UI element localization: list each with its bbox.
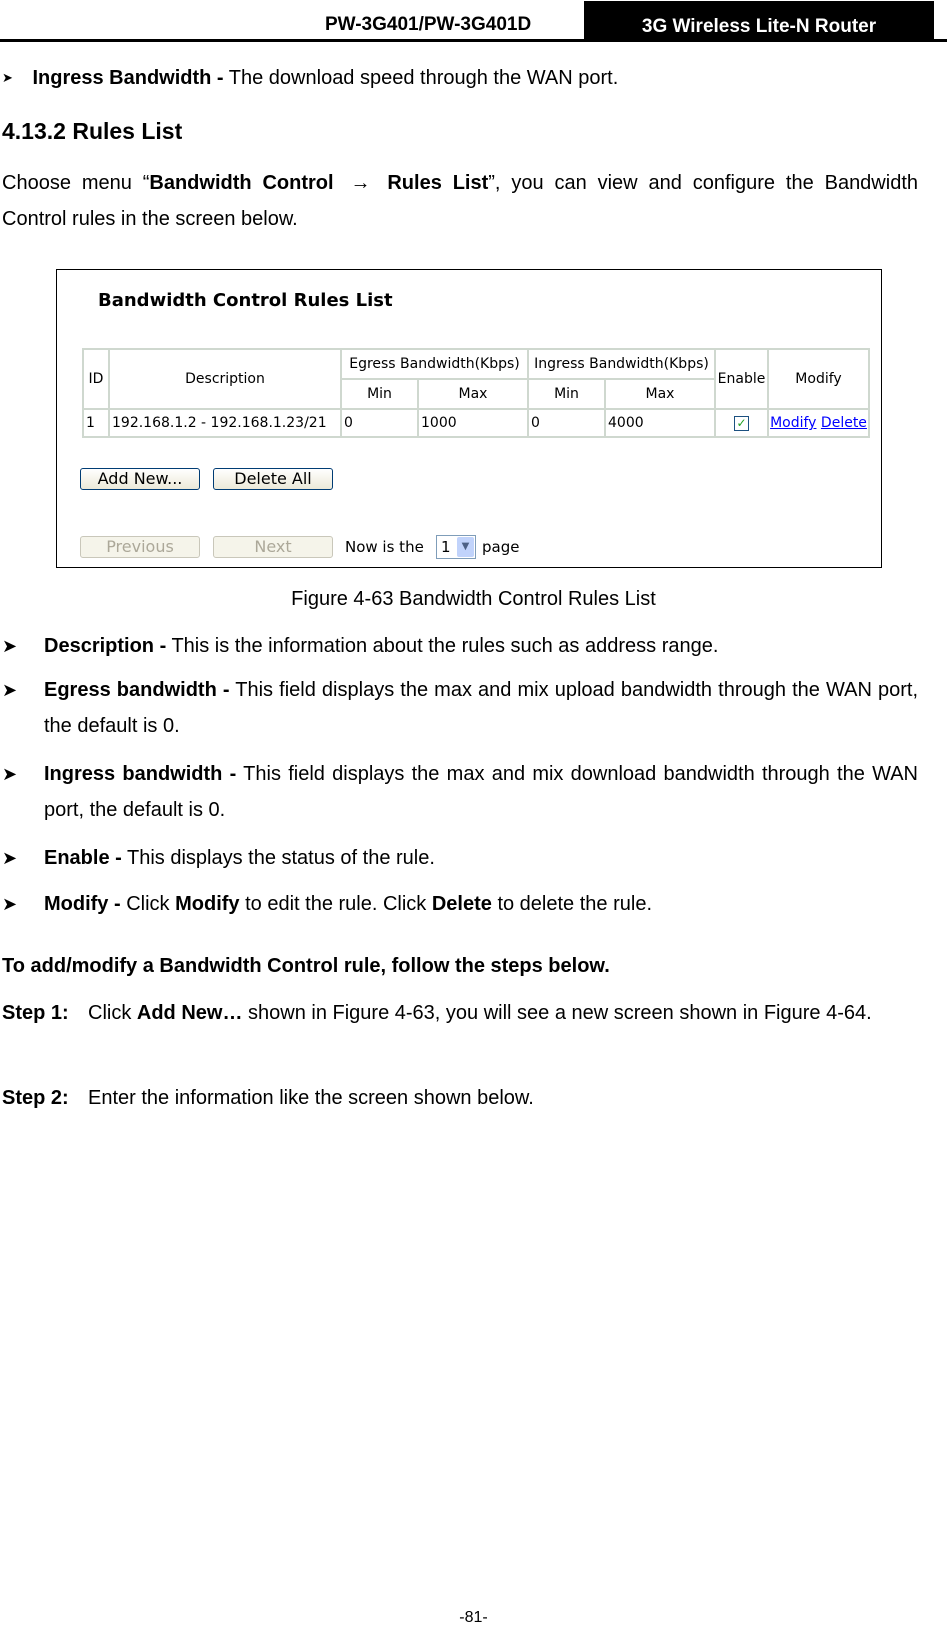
page-select[interactable] bbox=[436, 535, 476, 559]
chevron-down-icon: ▼ bbox=[457, 537, 474, 557]
next-button[interactable]: Next bbox=[213, 536, 333, 558]
pager-suffix: page bbox=[482, 538, 520, 556]
cell-ingress-min: 0 bbox=[528, 409, 605, 437]
bullet-description bbox=[2, 628, 719, 664]
add-new-button[interactable]: Add New... bbox=[80, 468, 200, 490]
bullet-arrow-icon: ➤ bbox=[2, 894, 18, 914]
delete-all-button[interactable]: Delete All bbox=[213, 468, 333, 490]
bullet-text: This field displays the max and mix download bandwidth through the WAN port, the default is 0. bbox=[44, 763, 918, 821]
step-2-text: Enter the information like the screen shown below. bbox=[88, 1087, 534, 1109]
bullet-text: This field displays the max and mix upload bandwidth through the WAN port, the default is 0. bbox=[44, 679, 918, 737]
cell-modify bbox=[768, 409, 869, 437]
pager-prefix: Now is the bbox=[345, 538, 424, 556]
figure-title: Bandwidth Control Rules List bbox=[98, 290, 393, 311]
bullet-text: Click bbox=[120, 893, 176, 915]
col-enable: Enable bbox=[715, 349, 768, 409]
bullet-arrow-icon: ➤ bbox=[2, 848, 18, 868]
bullet-term: Egress bandwidth - bbox=[44, 679, 230, 701]
bullet-arrow-icon: ➤ bbox=[2, 764, 18, 784]
bullet-modify bbox=[2, 886, 652, 922]
cell-egress-max: 1000 bbox=[418, 409, 528, 437]
bullet-ingress bbox=[44, 756, 918, 828]
rules-table bbox=[82, 348, 870, 438]
step-2-label: Step 2: bbox=[2, 1087, 69, 1109]
header-model: PW-3G401/PW-3G401D bbox=[325, 14, 532, 35]
step-text: Click bbox=[88, 1002, 137, 1024]
bullet-term: Modify - bbox=[44, 893, 121, 915]
bullet-arrow-icon: ➤ bbox=[2, 70, 13, 85]
page-select-value: 1 bbox=[441, 538, 451, 556]
bullet-ingress-marker bbox=[2, 756, 17, 792]
header-rule bbox=[0, 39, 947, 42]
steps-heading: To add/modify a Bandwidth Control rule, follow the steps below. bbox=[2, 955, 610, 977]
intro-paragraph bbox=[2, 165, 918, 237]
intro-menu1: Bandwidth Control bbox=[149, 172, 334, 194]
top-bullet bbox=[2, 60, 618, 96]
section-title: Rules List bbox=[72, 118, 183, 144]
cell-egress-min: 0 bbox=[341, 409, 418, 437]
bullet-text: to edit the rule. Click bbox=[239, 893, 432, 915]
cell-enable bbox=[715, 409, 768, 437]
delete-link[interactable]: Delete bbox=[820, 415, 867, 431]
col-modify: Modify bbox=[768, 349, 869, 409]
col-id: ID bbox=[83, 349, 109, 409]
cell-ingress-max: 4000 bbox=[605, 409, 715, 437]
modify-link[interactable]: Modify bbox=[770, 415, 817, 431]
menu-arrow-icon: → bbox=[350, 172, 371, 194]
bullet-arrow-icon: ➤ bbox=[2, 680, 18, 700]
section-number: 4.13.2 bbox=[2, 118, 66, 144]
table-row bbox=[83, 409, 869, 437]
section-heading bbox=[2, 113, 182, 149]
header-product: 3G Wireless Lite-N Router bbox=[584, 1, 934, 40]
bullet-text: to delete the rule. bbox=[491, 893, 652, 915]
figure-screenshot bbox=[56, 269, 882, 568]
top-bullet-text: The download speed through the WAN port. bbox=[223, 67, 619, 89]
col-egress-max: Max bbox=[418, 379, 528, 409]
bullet-bold: Delete bbox=[431, 893, 492, 915]
step-text: shown in Figure 4-63, you will see a new screen shown in Figure 4-64. bbox=[242, 1002, 872, 1024]
step-1-text bbox=[88, 995, 918, 1031]
col-description: Description bbox=[109, 349, 341, 409]
cell-description: 192.168.1.2 - 192.168.1.23/21 bbox=[109, 409, 341, 437]
bullet-egress-marker bbox=[2, 672, 17, 708]
bullet-term: Enable - bbox=[44, 847, 122, 869]
bullet-bold: Modify bbox=[175, 893, 240, 915]
bullet-term: Ingress bandwidth - bbox=[44, 763, 237, 785]
bullet-enable bbox=[2, 840, 435, 876]
bullet-term: Description - bbox=[44, 635, 167, 657]
intro-prefix: Choose menu “ bbox=[2, 172, 150, 194]
bullet-text: This displays the status of the rule. bbox=[121, 847, 435, 869]
col-ingress-max: Max bbox=[605, 379, 715, 409]
intro-suffix: ”, you can view and configure the Bandwidth Control rules in the screen below. bbox=[2, 172, 918, 230]
bullet-text: This is the information about the rules such as address range. bbox=[166, 635, 719, 657]
top-bullet-term: Ingress Bandwidth - bbox=[32, 67, 224, 89]
previous-button[interactable]: Previous bbox=[80, 536, 200, 558]
bullet-egress bbox=[44, 672, 918, 744]
step-bold: Add New… bbox=[136, 1002, 243, 1024]
col-egress: Egress Bandwidth(Kbps) bbox=[341, 349, 528, 379]
enable-checkbox[interactable]: ✓ bbox=[734, 416, 749, 431]
page-number: -81- bbox=[459, 1609, 488, 1626]
col-ingress-min: Min bbox=[528, 379, 605, 409]
cell-id: 1 bbox=[83, 409, 109, 437]
bullet-arrow-icon: ➤ bbox=[2, 636, 18, 656]
step-1-label: Step 1: bbox=[2, 1002, 69, 1024]
col-egress-min: Min bbox=[341, 379, 418, 409]
figure-caption: Figure 4-63 Bandwidth Control Rules List bbox=[291, 588, 656, 610]
intro-menu2: Rules List bbox=[387, 172, 489, 194]
col-ingress: Ingress Bandwidth(Kbps) bbox=[528, 349, 715, 379]
